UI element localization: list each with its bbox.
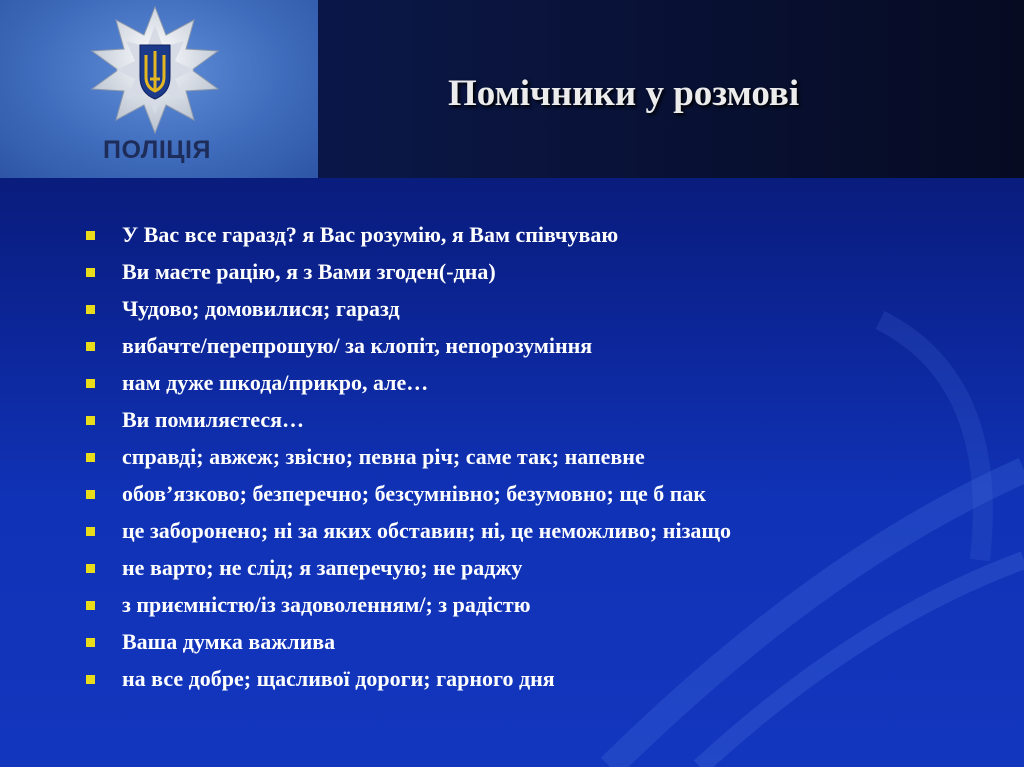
- phrase-list: [86, 216, 731, 697]
- bullet-icon: [86, 268, 95, 277]
- bullet-icon: [86, 490, 95, 499]
- list-item: [86, 290, 731, 327]
- bullet-icon: [86, 453, 95, 462]
- bullet-icon: [86, 601, 95, 610]
- list-item-text: з приємністю/із задоволенням/; з радістю: [122, 592, 531, 617]
- list-item: [86, 623, 731, 660]
- list-item-text: Чудово; домовилися; гаразд: [122, 296, 400, 321]
- bullet-icon: [86, 527, 95, 536]
- list-item: [86, 512, 731, 549]
- bullet-icon: [86, 675, 95, 684]
- list-item: [86, 253, 731, 290]
- list-item: [86, 327, 731, 364]
- list-item: [86, 216, 731, 253]
- bullet-icon: [86, 231, 95, 240]
- slide-title: Помічники у розмові: [448, 73, 800, 114]
- list-item-text: обов’язково; безперечно; безсумнівно; безумовно; ще б пак: [122, 481, 707, 506]
- bullet-icon: [86, 638, 95, 647]
- bullet-icon: [86, 416, 95, 425]
- bullet-icon: [86, 564, 95, 573]
- list-item: [86, 401, 731, 438]
- list-item: [86, 475, 731, 512]
- list-item-text: У Вас все гаразд? я Вас розумію, я Вам співчуваю: [122, 222, 619, 247]
- bullet-icon: [86, 379, 95, 388]
- list-item-text: справді; авжеж; звісно; певна річ; саме так; напевне: [122, 444, 645, 469]
- list-item: [86, 549, 731, 586]
- logo-text: ПОЛІЦІЯ: [103, 136, 211, 164]
- bullet-icon: [86, 342, 95, 351]
- list-item-text: на все добре; щасливої дороги; гарного дня: [122, 666, 555, 691]
- list-item-text: Ваша думка важлива: [122, 629, 336, 654]
- list-item-text: вибачте/перепрошую/ за клопіт, непорозуміння: [122, 333, 593, 358]
- list-item-text: нам дуже шкода/прикро, але…: [122, 370, 429, 395]
- list-item-text: не варто; не слід; я заперечую; не раджу: [122, 555, 523, 580]
- list-item: [86, 364, 731, 401]
- list-item: [86, 438, 731, 475]
- list-item-text: Ви помиляєтеся…: [122, 407, 305, 432]
- list-item-text: це заборонено; ні за яких обставин; ні, це неможливо; нізащо: [122, 518, 731, 543]
- list-item-text: Ви маєте рацію, я з Вами згоден(-дна): [122, 259, 496, 284]
- list-item: [86, 586, 731, 623]
- bullet-icon: [86, 305, 95, 314]
- list-item: [86, 660, 731, 697]
